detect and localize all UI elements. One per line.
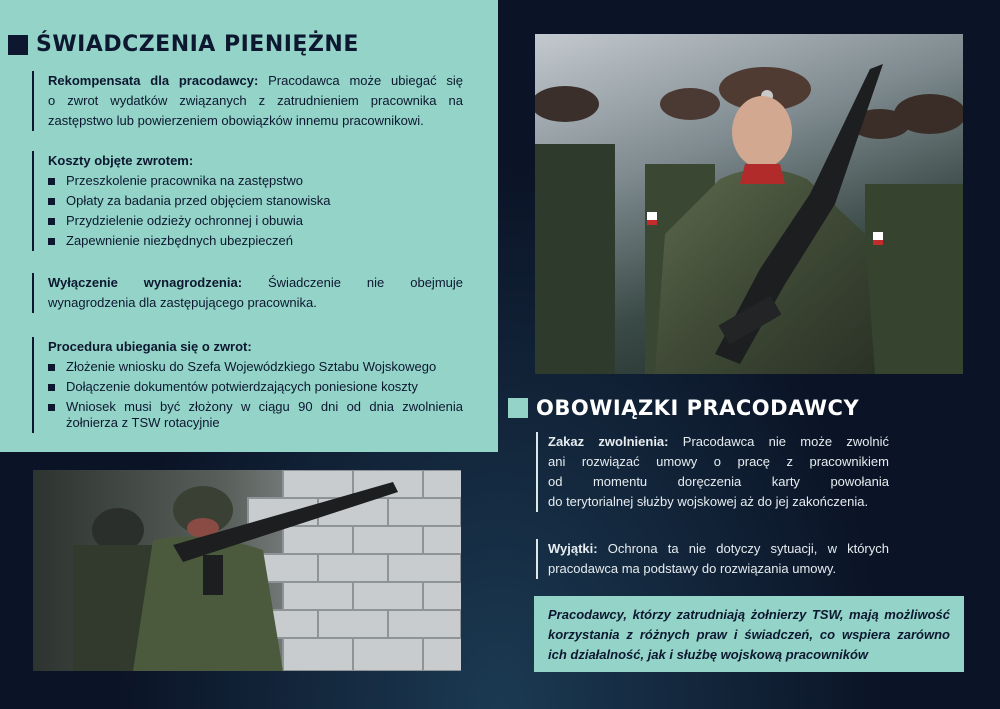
photo-soldiers-training: [33, 470, 461, 671]
salary-exclusion-label: Wyłączenie wynagrodzenia:: [48, 275, 243, 290]
costs-label: Koszty objęte zwrotem:: [48, 153, 194, 168]
procedure-list: [48, 357, 463, 433]
list-item: Opłaty za badania przed objęciem stanowiska: [48, 191, 463, 211]
exceptions-block: Wyjątki: Ochrona ta nie dotyczy sytuacji, w których pracodawca ma podstawy do rozwiązania umowy.: [536, 539, 889, 579]
photo-illustration: [33, 470, 461, 671]
list-item: Zapewnienie niezbędnych ubezpieczeń: [48, 231, 463, 251]
list-item: Przeszkolenie pracownika na zastępstwo: [48, 171, 463, 191]
salary-exclusion-block: Wyłączenie wynagrodzenia: Świadczenie nie obejmuje wynagrodzenia dla zastępującego pracownika.: [32, 273, 463, 313]
bullet-square-icon: [48, 364, 55, 371]
dismissal-ban-label: Zakaz zwolnienia:: [548, 434, 669, 449]
procedure-label: Procedura ubiegania się o zwrot:: [48, 339, 252, 354]
compensation-label: Rekompensata dla pracodawcy:: [48, 73, 259, 88]
bullet-square-icon: [48, 178, 55, 185]
costs-list: [48, 171, 463, 251]
list-item: Dołączenie dokumentów potwierdzających poniesione koszty: [48, 377, 463, 397]
costs-block: [32, 151, 463, 251]
procedure-block: [32, 337, 463, 433]
heading-text: ŚWIADCZENIA PIENIĘŻNE: [36, 32, 359, 57]
heading-employer-obligations: [508, 396, 859, 420]
heading-financial-benefits: [8, 32, 359, 57]
list-item: Przydzielenie odzieży ochronnej i obuwia: [48, 211, 463, 231]
dismissal-ban-block: Zakaz zwolnienia: Pracodawca nie może zwolnić ani rozwiązać umowy o pracę z pracownikiem od momentu doręczenia karty powołania do terytorialnej służby wojskowej aż do jej zakończenia.: [536, 432, 889, 512]
bullet-square-icon: [48, 218, 55, 225]
photo-illustration: [535, 34, 963, 374]
list-item: Złożenie wniosku do Szefa Wojewódzkiego Sztabu Wojskowego: [48, 357, 463, 377]
bullet-square-icon: [48, 198, 55, 205]
exceptions-label: Wyjątki:: [548, 541, 598, 556]
square-marker-icon: [8, 35, 28, 55]
bullet-square-icon: [48, 238, 55, 245]
heading-text: OBOWIĄZKI PRACODAWCY: [536, 396, 860, 420]
bullet-square-icon: [48, 404, 55, 411]
bullet-square-icon: [48, 384, 55, 391]
square-marker-icon: [508, 398, 528, 418]
compensation-block: Rekompensata dla pracodawcy: Pracodawca może ubiegać się o zwrot wydatków związanych z zatrudnieniem pracownika na zastępstwo lub powierzeniem obowiązków innemu pracownikowi.: [32, 71, 463, 131]
summary-note: Pracodawcy, którzy zatrudniają żołnierzy TSW, mają możliwość korzystania z różnych praw i świadczeń, co wspiera zarówno ich działalność, jak i służbę wojskową pracowników: [534, 596, 964, 672]
list-item: Wniosek musi być złożony w ciągu 90 dni od dnia zwolnienia żołnierza z TSW rotacyjnie: [48, 397, 463, 433]
photo-soldiers-ceremony: [535, 34, 963, 374]
